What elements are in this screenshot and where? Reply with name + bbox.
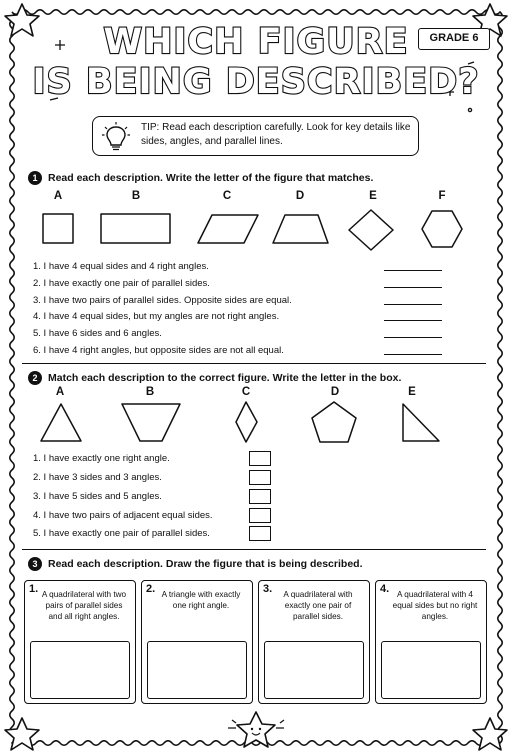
- drawing-area[interactable]: [147, 641, 247, 699]
- drawing-area[interactable]: [30, 641, 130, 699]
- statement: 4. I have 4 equal sides, but my angles are not right angles.: [33, 311, 280, 322]
- figure-letter: E: [369, 190, 377, 202]
- statement: 5. I have exactly one pair of parallel sides.: [33, 528, 210, 539]
- figure-letter: F: [438, 190, 446, 202]
- draw-card: [141, 580, 253, 704]
- figure-letter: E: [408, 386, 416, 398]
- card-number: 2.: [146, 583, 156, 595]
- answer-box[interactable]: [249, 489, 271, 504]
- figure-letter: C: [241, 386, 251, 398]
- triangle-figure: [41, 404, 81, 441]
- kite-figure: [236, 402, 257, 442]
- statement: 1. I have exactly one right angle.: [33, 453, 170, 464]
- statement: 6. I have 4 right angles, but opposite sides are not all equal.: [33, 345, 284, 356]
- card-description: A quadrilateral with exactly one pair of parallel sides.: [283, 590, 353, 621]
- answer-box[interactable]: [249, 508, 271, 523]
- figure-letter: D: [330, 386, 340, 398]
- statement: 2. I have 3 sides and 3 angles.: [33, 472, 162, 483]
- page-title-line-1: WHICH FIGURE: [103, 22, 409, 62]
- draw-card: [375, 580, 487, 704]
- trapezoid-figure: [122, 404, 180, 441]
- statement: 4. I have two pairs of adjacent equal sides.: [33, 510, 213, 521]
- card-description: A quadrilateral with 4 equal sides but no right angles.: [392, 590, 478, 621]
- figure-letter: B: [131, 190, 141, 202]
- figure-letter: A: [55, 386, 65, 398]
- statement: 3. I have 5 sides and 5 angles.: [33, 491, 162, 502]
- section-instruction: Read each description. Write the letter of the figure that matches.: [48, 172, 374, 184]
- statement: 5. I have 6 sides and 6 angles.: [33, 328, 162, 339]
- draw-card: [24, 580, 136, 704]
- answer-box[interactable]: [249, 526, 271, 541]
- card-number: 4.: [380, 583, 390, 595]
- right-triangle-figure: [403, 404, 439, 441]
- tip-text: TIP: Read each description carefully. Look for key details like sides, angles, and parallel lines.: [141, 122, 411, 147]
- answer-box[interactable]: [249, 451, 271, 466]
- statement: 2. I have exactly one pair of parallel sides.: [33, 278, 210, 289]
- drawing-area[interactable]: [381, 641, 481, 699]
- figure-letter: C: [222, 190, 232, 202]
- draw-card: [258, 580, 370, 704]
- section-divider: [22, 549, 486, 550]
- card-description: A quadrilateral with two pairs of parallel sides and all right angles.: [41, 590, 127, 621]
- card-number: 3.: [263, 583, 273, 595]
- drawing-area[interactable]: [264, 641, 364, 699]
- section-number: 2: [28, 371, 42, 385]
- figure-letter: A: [53, 190, 63, 202]
- figure-letter: D: [295, 190, 305, 202]
- answer-box[interactable]: [249, 470, 271, 485]
- pentagon-figure: [312, 402, 356, 442]
- page-title-line-2: IS BEING DESCRIBED?: [32, 62, 480, 102]
- card-description: A triangle with exactly one right angle.: [161, 590, 241, 610]
- grade-badge: GRADE 6: [418, 28, 490, 50]
- section-number: 3: [28, 557, 42, 571]
- card-number: 1.: [29, 583, 39, 595]
- figure-letter: B: [145, 386, 155, 398]
- statement: 3. I have two pairs of parallel sides. Opposite sides are equal.: [33, 295, 292, 306]
- section-instruction: Read each description. Draw the figure that is being described.: [48, 558, 363, 570]
- section-instruction: Match each description to the correct figure. Write the letter in the box.: [48, 372, 402, 384]
- section-number: 1: [28, 171, 42, 185]
- statement: 1. I have 4 equal sides and 4 right angles.: [33, 261, 209, 272]
